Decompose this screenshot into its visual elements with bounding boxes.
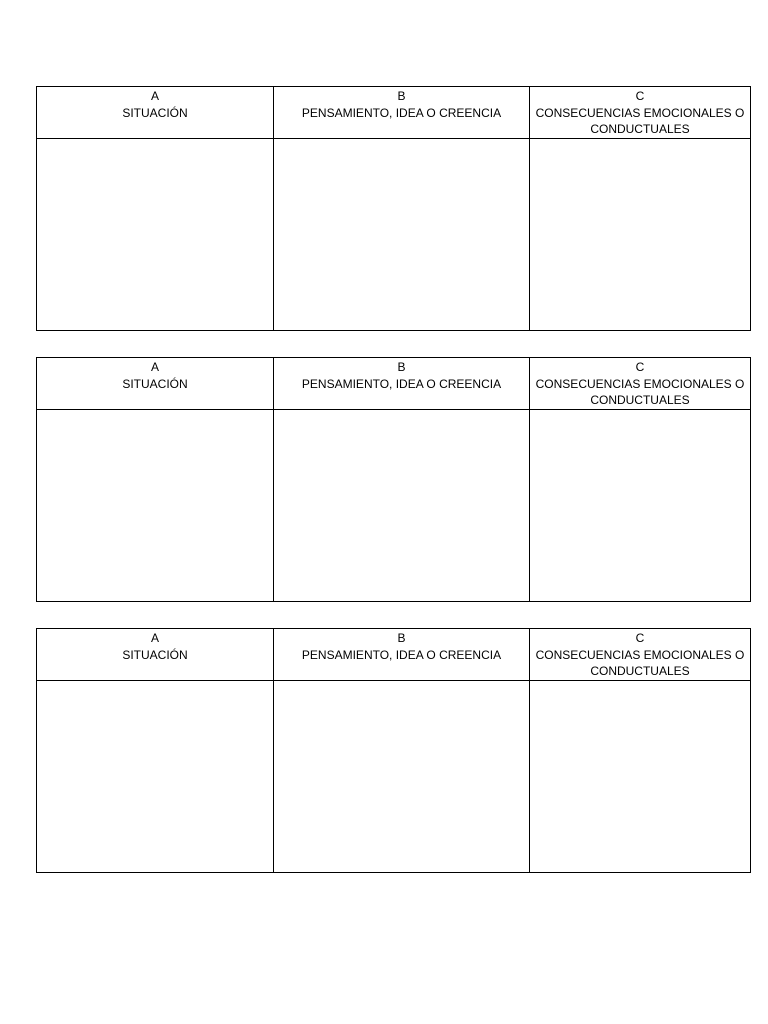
column-title: SITUACIÓN <box>122 376 188 391</box>
consequences-cell[interactable] <box>530 680 751 872</box>
column-title: PENSAMIENTO, IDEA O CREENCIA <box>301 647 502 662</box>
column-title: PENSAMIENTO, IDEA O CREENCIA <box>301 105 502 120</box>
table-header-row <box>37 358 751 410</box>
table-body-row <box>37 138 751 330</box>
column-header-c <box>530 629 751 681</box>
thought-cell[interactable] <box>274 680 530 872</box>
table-body-row <box>37 409 751 601</box>
column-letter: A <box>150 360 159 374</box>
column-title: PENSAMIENTO, IDEA O CREENCIA <box>301 376 502 391</box>
column-letter: A <box>150 89 159 103</box>
column-letter: C <box>635 631 645 645</box>
column-title: CONSECUENCIAS EMOCIONALES O CONDUCTUALES <box>535 647 745 678</box>
table-body-row <box>37 680 751 872</box>
abc-table-2 <box>36 357 751 602</box>
column-header-c <box>530 358 751 410</box>
column-title: SITUACIÓN <box>122 105 188 120</box>
situation-cell[interactable] <box>37 138 274 330</box>
column-header-c <box>530 87 751 139</box>
abc-table-1 <box>36 86 751 331</box>
column-header-a <box>37 87 274 139</box>
column-letter: B <box>397 89 406 103</box>
column-letter: A <box>150 631 159 645</box>
thought-cell[interactable] <box>274 138 530 330</box>
column-letter: C <box>635 89 645 103</box>
column-letter: C <box>635 360 645 374</box>
column-header-a <box>37 629 274 681</box>
column-header-b <box>274 87 530 139</box>
column-title: CONSECUENCIAS EMOCIONALES O CONDUCTUALES <box>535 105 745 136</box>
column-letter: B <box>397 360 406 374</box>
column-letter: B <box>397 631 406 645</box>
table-header-row <box>37 87 751 139</box>
column-title: SITUACIÓN <box>122 647 188 662</box>
consequences-cell[interactable] <box>530 138 751 330</box>
situation-cell[interactable] <box>37 680 274 872</box>
table-header-row <box>37 629 751 681</box>
column-header-a <box>37 358 274 410</box>
situation-cell[interactable] <box>37 409 274 601</box>
column-title: CONSECUENCIAS EMOCIONALES O CONDUCTUALES <box>535 376 745 407</box>
consequences-cell[interactable] <box>530 409 751 601</box>
thought-cell[interactable] <box>274 409 530 601</box>
abc-table-3 <box>36 628 751 873</box>
column-header-b <box>274 358 530 410</box>
column-header-b <box>274 629 530 681</box>
